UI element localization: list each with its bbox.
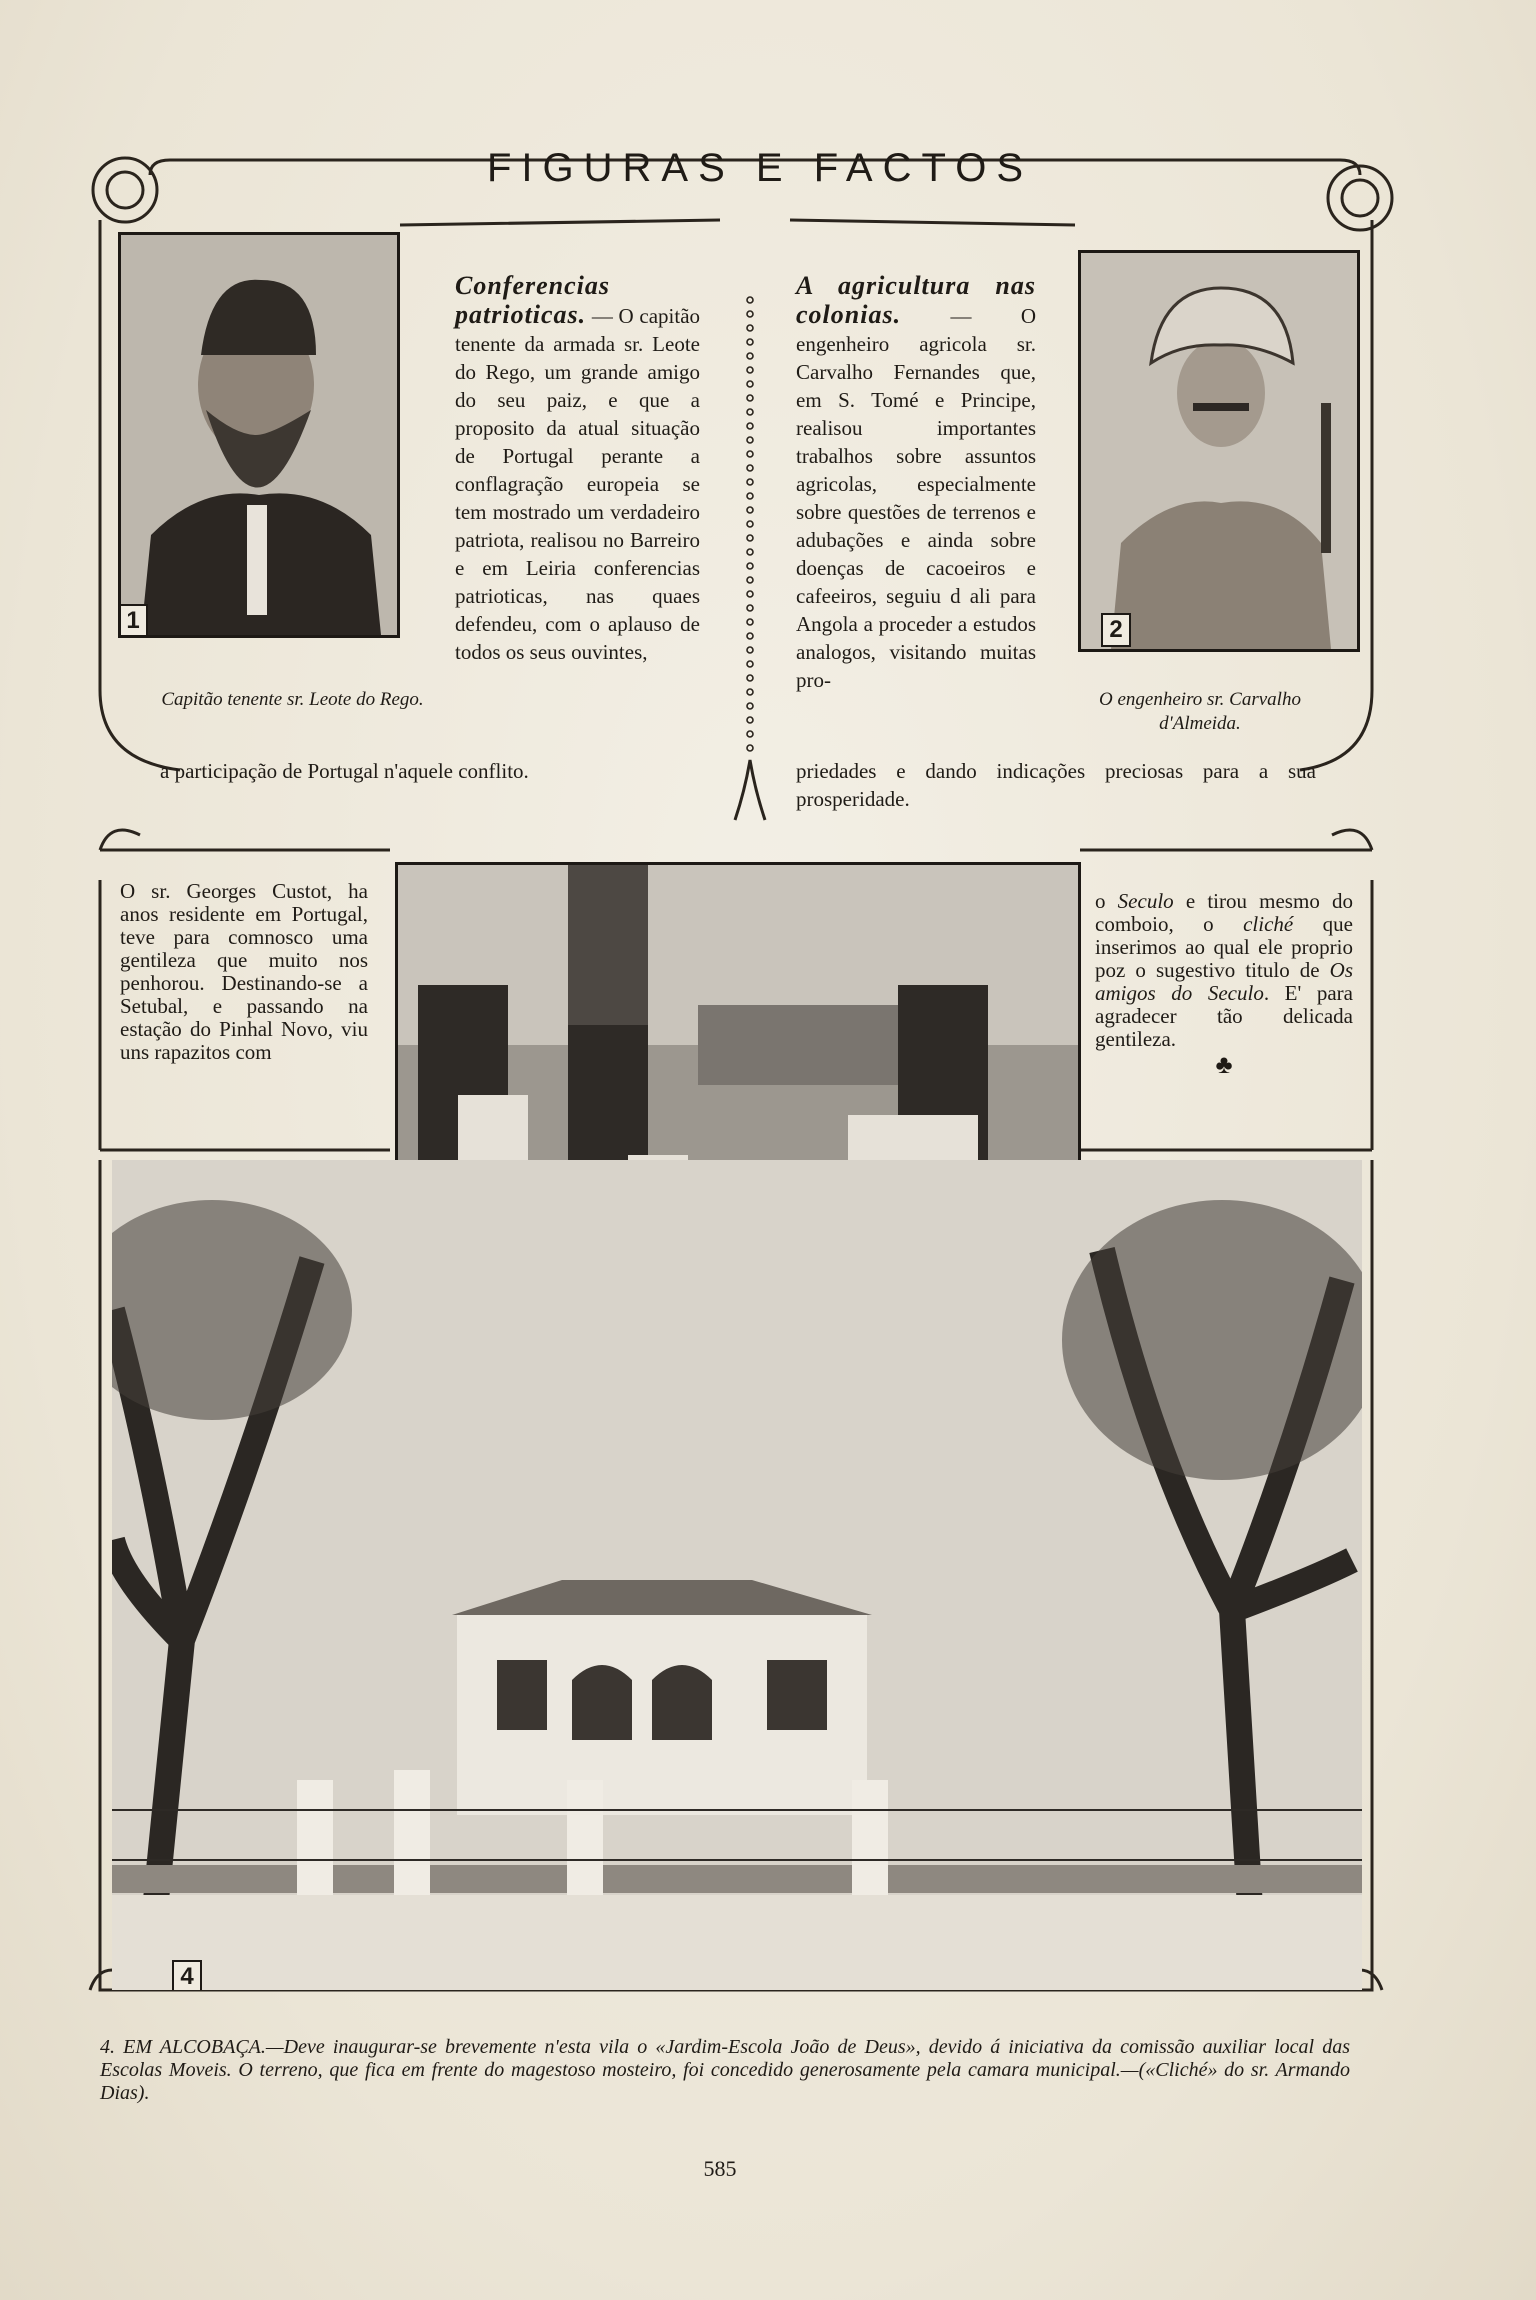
- caption-photo-2: O engenheiro sr. Carvalho d'Almeida.: [1099, 689, 1301, 734]
- photo-number-1: 1: [118, 604, 148, 638]
- article-text-title: Os amigos do Seculo: [1095, 958, 1353, 1005]
- article-patrioticas-tail: a participação de Portugal n'aquele conflito.: [160, 759, 529, 783]
- article-text-cliche: cliché: [1243, 912, 1294, 936]
- photo-number-2: 2: [1101, 613, 1131, 647]
- caption-photo-1: Capitão tenente sr. Leote do Rego.: [161, 689, 424, 710]
- article-text-part: o: [1095, 889, 1118, 913]
- article-heading-2: A agricultura nas colonias.: [796, 271, 1036, 329]
- club-ornament-icon: ♣: [1215, 1050, 1233, 1079]
- article-custot-right: [1095, 889, 1353, 1079]
- article-agricultura: [796, 272, 1036, 694]
- article-body-2: — O engenheiro agricola sr. Carvalho Fernandes que, em S. Tomé e Principe, realisou importantes trabalhos sobre assuntos agricolas, especialmente sobre questões de terrenos e adubações e ainda sobre doenças de cacoeiros e cafeeiros, seguiu d ali para Angola a proceder a estudos analogos, visitando muitas pro-: [796, 304, 1036, 692]
- bottom-caption: 4. EM ALCOBAÇA.—Deve inaugurar-se brevemente n'esta vila o «Jardim-Escola João de Deus», devido á iniciativa da comissão auxiliar local das Escolas Moveis. O terreno, que fica em frente do magestoso mosteiro, foi concedido generosamente pela camara municipal.—(«Cliché» do sr. Armando Dias).: [100, 2036, 1350, 2104]
- article-text-part: que inserimos ao qual ele proprio poz o sugestivo titulo de: [1095, 912, 1353, 982]
- article-custot-left: O sr. Georges Custot, ha anos residente em Portugal, teve para comnosco uma gentileza que muito nos penhorou. Destinando-se a Setubal, e passando na estação do Pinhal Novo, viu uns rapazitos com: [120, 879, 368, 1064]
- photo-number-4: 4: [172, 1960, 202, 1990]
- page-title: FIGURAS E FACTOS: [487, 146, 1033, 190]
- page-number: 585: [703, 2156, 737, 2181]
- alcobaca-school-photo: [112, 1160, 1362, 1990]
- article-body-1: — O capitão tenente da armada sr. Leote do Rego, um grande amigo do seu paiz, e que a proposito da atual situação de Portugal perante a conflagração europeia se tem mostrado um verdadeiro patriota, realisou no Barreiro e em Leiria conferencias patrioticas, nas quaes defendeu, com o aplauso de todos os seus ouvintes,: [455, 304, 701, 664]
- school-building-with-trees-icon: [112, 1160, 1362, 1990]
- article-heading-1: Conferencias patrioticas.: [455, 271, 610, 329]
- article-text-seculo: Seculo: [1117, 889, 1174, 913]
- article-text-part: . E' para agradecer tão delicada gentileza.: [1095, 981, 1353, 1051]
- article-text-part: e tirou mesmo do comboio, o: [1095, 889, 1353, 936]
- article-agricultura-tail: priedades e dando indicações preciosas para a sua prosperidade.: [796, 759, 1316, 811]
